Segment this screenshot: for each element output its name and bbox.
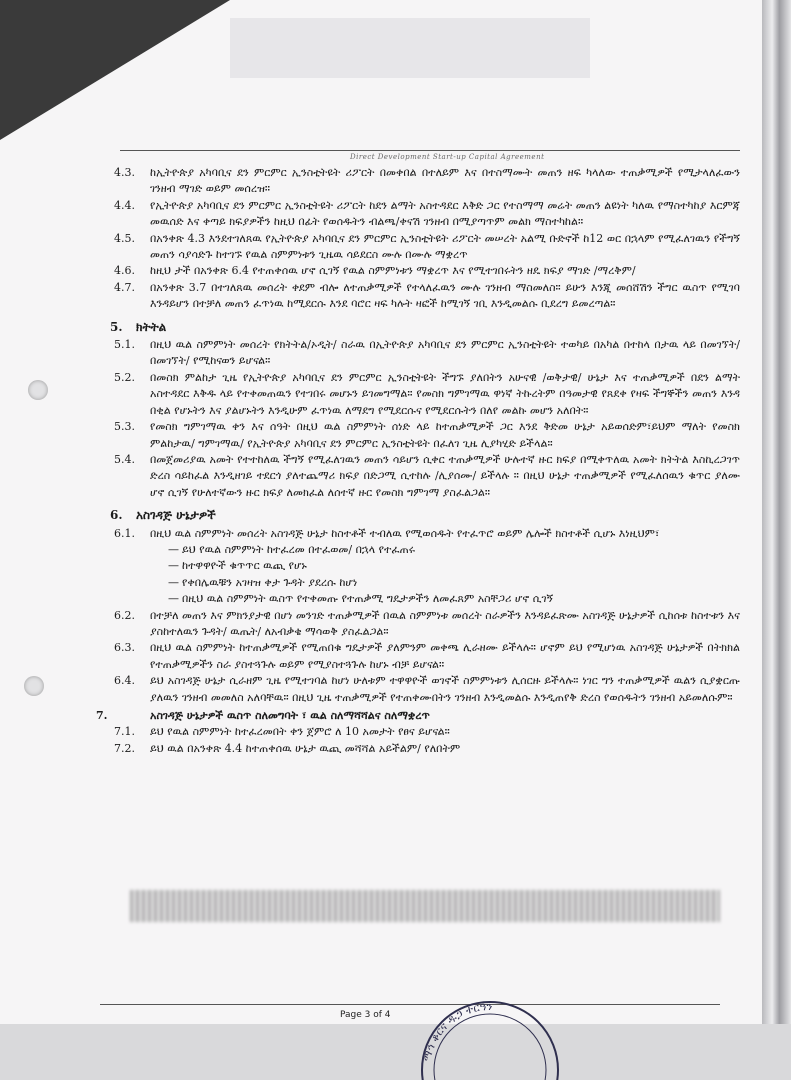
- section-heading: 5. ክትትል: [110, 319, 167, 334]
- section-heading: 7. አስገዳጅ ሁኔታዎች ዉስጥ ስለመግባት ፣ ዉል ስለማሻሻልና ስለማቋረጥ: [96, 709, 430, 722]
- official-stamp-icon: [410, 960, 570, 1080]
- clause: 6.2. በተቻለ መጠን እና ምክንያታዊ በሆነ መንገድ ተጠቃሚዎች በዉል ስምምነቱ መሰረት ስራዎችን እንዳይፈጽሙ አስገዳጅ ሁኔታዎች ሲከሰቱ ከስተቱን እና ያስከተለዉን ጉዳት/ ዉጤት/ ለአብቃቄ ማሳወቅ ያስፈልጋል።: [114, 608, 740, 638]
- header-rule: [120, 150, 740, 151]
- list-item: — ይህ የዉል ስምምነት ከተፈረመ በተፈወመ/ በኋላ የተፈጠሩ: [168, 542, 740, 558]
- clause: 6.4. ይህ አስገዳጅ ሁኔታ ሲራዘም ጊዜ የሚተገባል ከሆነ ሁለቱም ተዋዋዮች ወገኖች ስምምነቱን ሊሰርዙ ይችላሉ። ነገር ግን ተጠቃሚዎች ዉልን ሲያቋርጡ ያለዉን ገንዘብ መመለስ አለባቸዉ። በዚህ ጊዜ ተጠቃሚዎች የተጠቀሙበትን ገንዘብ እንዲመልሱ እንዲጠየቅ ድረስ የወሰዱትን ገንዘብ አይመለሱም።: [114, 674, 740, 704]
- clause: 4.5. በአንቀጽ 4.3 እንደተገለጸዉ የኢትዮጵያ አካባቢና ደን ምርምር ኢንስቲትዩት ሪፖርት መሠረት አልሚ ቡድኖች ከ12 ወር በኋላም የሚፈለገዉን የችግኝ መጠን ሳያሳድጉ ከተገኙ የዉል ስምምነቱን ጊዜዉ ሳይደርስ ሙሉ በሙሉ ማቋረጥ: [114, 231, 740, 262]
- clause: 5.2. በመስክ ምልከታ ጊዜ የኢትዮጵያ አካባቢና ደን ምርምር ኢንስቲትዩት ችግኙ ያለበትን አሁናዊ /ወቅታዊ/ ሁኔታ እና ተጠቃሚዎች በደን ልማት አስተዳደር እቅዱ ላይ የተቀመጠዉን የተገበሩ መሆኑን ይገመግማል። የመስክ ግምገማዉ ዋነኛ ትኩረትም በዓመታዊ የጸደቀ የዛፍ ችግኞችን መጠን እንዳ በቂል የሆኑትን እና ያልሆኑትን እንዲሁም ፈጥነዉ ለማደግ የሚደርሱና የሚደርሱትን በለየ መልኩ መሆን አለበት።: [114, 370, 740, 417]
- clause: 5.4. በመጀመሪያዉ አመት የተተከለዉ ችግኝ የሚፈለገዉን መጠን ሳይሆን ሲቀር ተጠቃሚዎች ሁሉተኛ ዙር ክፍያ በሚቀጥለዉ አመት ክትትል እስኪረጋገጥ ድረስ ሳይከፈል እንዲዘገይ ተደርጎ ያለተጨማሪ ክፍያ በድጋሚ ሲተከሉ /ሊያሰሙ/ ይችላሉ ። በዚህ ሁኔታ ተጠቃሚዎች የሚፈለሰዉን ቁጥር ያለሙ ሆኖ ሲገኝ የሁለተኛውን ዙር ክፍያ ለመክፈል ለሰተኛ ዙር የመስክ ግምገማ ያስፈልጋል።: [114, 452, 740, 499]
- stamp-text: ማኅ ቆርና ዱጋ ተርዓን: [420, 999, 493, 1063]
- svg-text:ማኅ ቆርና ዱጋ ተርዓን: [421, 1000, 493, 1063]
- punch-hole: [28, 380, 48, 400]
- bullet-list: [110, 542, 740, 608]
- list-item: — የቀበሌዉቹን አገዛዝ ቀታ ጉዳት ያደረሱ ከሆነ: [168, 575, 740, 591]
- list-item: — ከተዋዋዮች ቁጥጥር ዉጪ የሆኑ: [168, 558, 740, 574]
- clause: 4.7. በአንቀጽ 3.7 በተገለጸዉ መሰረት ቀደም ብሎ ለተጠቃሚዎች የተላለፈዉን ሙሉ ገንዘብ ማስመለስ። ይሁን እንጂ መሰሸሽን ችግር ዉስጥ የሚገባ እንዳይሆን በተቻለ መጠን ፈጥነዉ ከሚደርሱ እንደ ባሮር ዛፍ ካሉት ዛፎች ከሚገኝ ገቢ እንዲመልሱ ቢደረግ ይመረጣል።: [114, 280, 740, 311]
- clause: 4.4. የኢትዮጵያ አካባቢና ደን ምርምር ኢንስቲትዩት ሪፖርት ከደን ልማት አስተዳደር እቅድ ጋር የተስማማ መሬት መጠን ልዩነት ካለዉ የማስተካከያ እርምጃ መዉሰድ እና ቀጣይ ክፍያዎችን ከዚህ በፊት የወሰዱትን ብልጫ/ቀናሽ ገንዘብ በሚያጣጥም መልክ ማስተካከል።: [114, 198, 740, 229]
- clause: 6.1. በዚህ ዉል ስምምነት መሰረት አስገዳጅ ሁኔታ ከስተቶች ተብለዉ የሚወሰዱት የተፈጥሮ ወይም ሌሎች ክስተቶች ሲሆኑ እነዚህም፣: [114, 526, 660, 540]
- clause: 6.3. በዚህ ዉል ስምምነት ከተጠቃሚዎች የሚጠበቁ ግዴታዎች ያለምንም መቀጫ ሊራዘሙ ይችላሉ። ሆኖም ይህ የሚሆነዉ አስገዳጅ ሁኔታዎች በትክክል የተጠቃሚዎችን ስራ ያስተጓጉሉ ወይም የሚያስተጓጉሉ ከሆኑ ብቻ ይሆናል።: [114, 641, 740, 671]
- folded-corner: [0, 0, 230, 140]
- running-header: Direct Development Start-up Capital Agreement: [350, 153, 545, 161]
- clause: 4.6. ከዚህ ታች በአንቀጽ 6.4 የተጠቀሰዉ ሆኖ ሲገኝ የዉል ስምምነቱን ማቋረጥ እና የሚተገበሩትን ዘዴ ክፍያ ማገድ /ማረቅም/: [114, 264, 636, 278]
- list-item: — በዚህ ዉል ስምምነት ዉስጥ የተቀመጡ የተጠቃሚ ግዴታዎችን ለመፈጸም አስቸጋሪ ሆኖ ሲገኝ: [168, 591, 740, 607]
- photocopy-smear: [130, 890, 720, 922]
- punch-hole: [24, 676, 44, 696]
- stacked-page-edges: [762, 0, 791, 1024]
- page-number: Page 3 of 4: [340, 1010, 391, 1020]
- clause: 7.2. ይህ ዉል በአንቀጽ 4.4 ከተጠቀሰዉ ሁኔታ ዉጪ መሻሻል አይችልም/ የለበትም: [114, 741, 461, 755]
- clause: 4.3. ከኢትዮጵያ አካባቢና ደን ምርምር ኢንስቲትዩት ሪፖርት በመቀበል በተለይም እና በተስማሙት መጠን ዘፍ ካላለው ተጠቃሚዎች የሚታላለፈውን ገንዘብ ማገድ ወይም መሰረዝ።: [114, 166, 740, 196]
- document-body: [96, 165, 740, 757]
- show-through-smudge: [230, 18, 590, 78]
- clause: 5.1. በዚህ ዉል ስምምነት መሰረት የክትትል/ኦዲት/ ስራዉ በኢትዮጵያ አካባቢና ደን ምርምር ኢንስቲትዩት ተወካይ በአካል በተከላ በታዉ ላይ በመገኘት/ በመገኘት/ የሚከናወን ይሆናል።: [114, 338, 740, 368]
- clause: 7.1. ይህ የዉል ስምምነት ከተፈረመበት ቀን ጀምሮ ለ 10 አመታት የፀና ይሆናል።: [114, 725, 450, 739]
- clause: 5.3. የመስክ ግምገማዉ ቀን እና ሰዓት በዚህ ዉል ስምምነት ሰነድ ላይ ከተጠቃሚዎች ጋር እንደ ቅድመ ሁኔታ አይወሰድም፣ይህም ማለት የመስክ ምልከታዉ/ ግምገማዉ/ የኢትዮጵያ አካባቢና ደን ምርምር ኢንስቲትዩት በፈለገ ጊዜ ሊያካሂድ ይችላል።: [114, 420, 740, 450]
- section-heading: 6. አስገዳጅ ሁኔታዎች: [110, 508, 216, 523]
